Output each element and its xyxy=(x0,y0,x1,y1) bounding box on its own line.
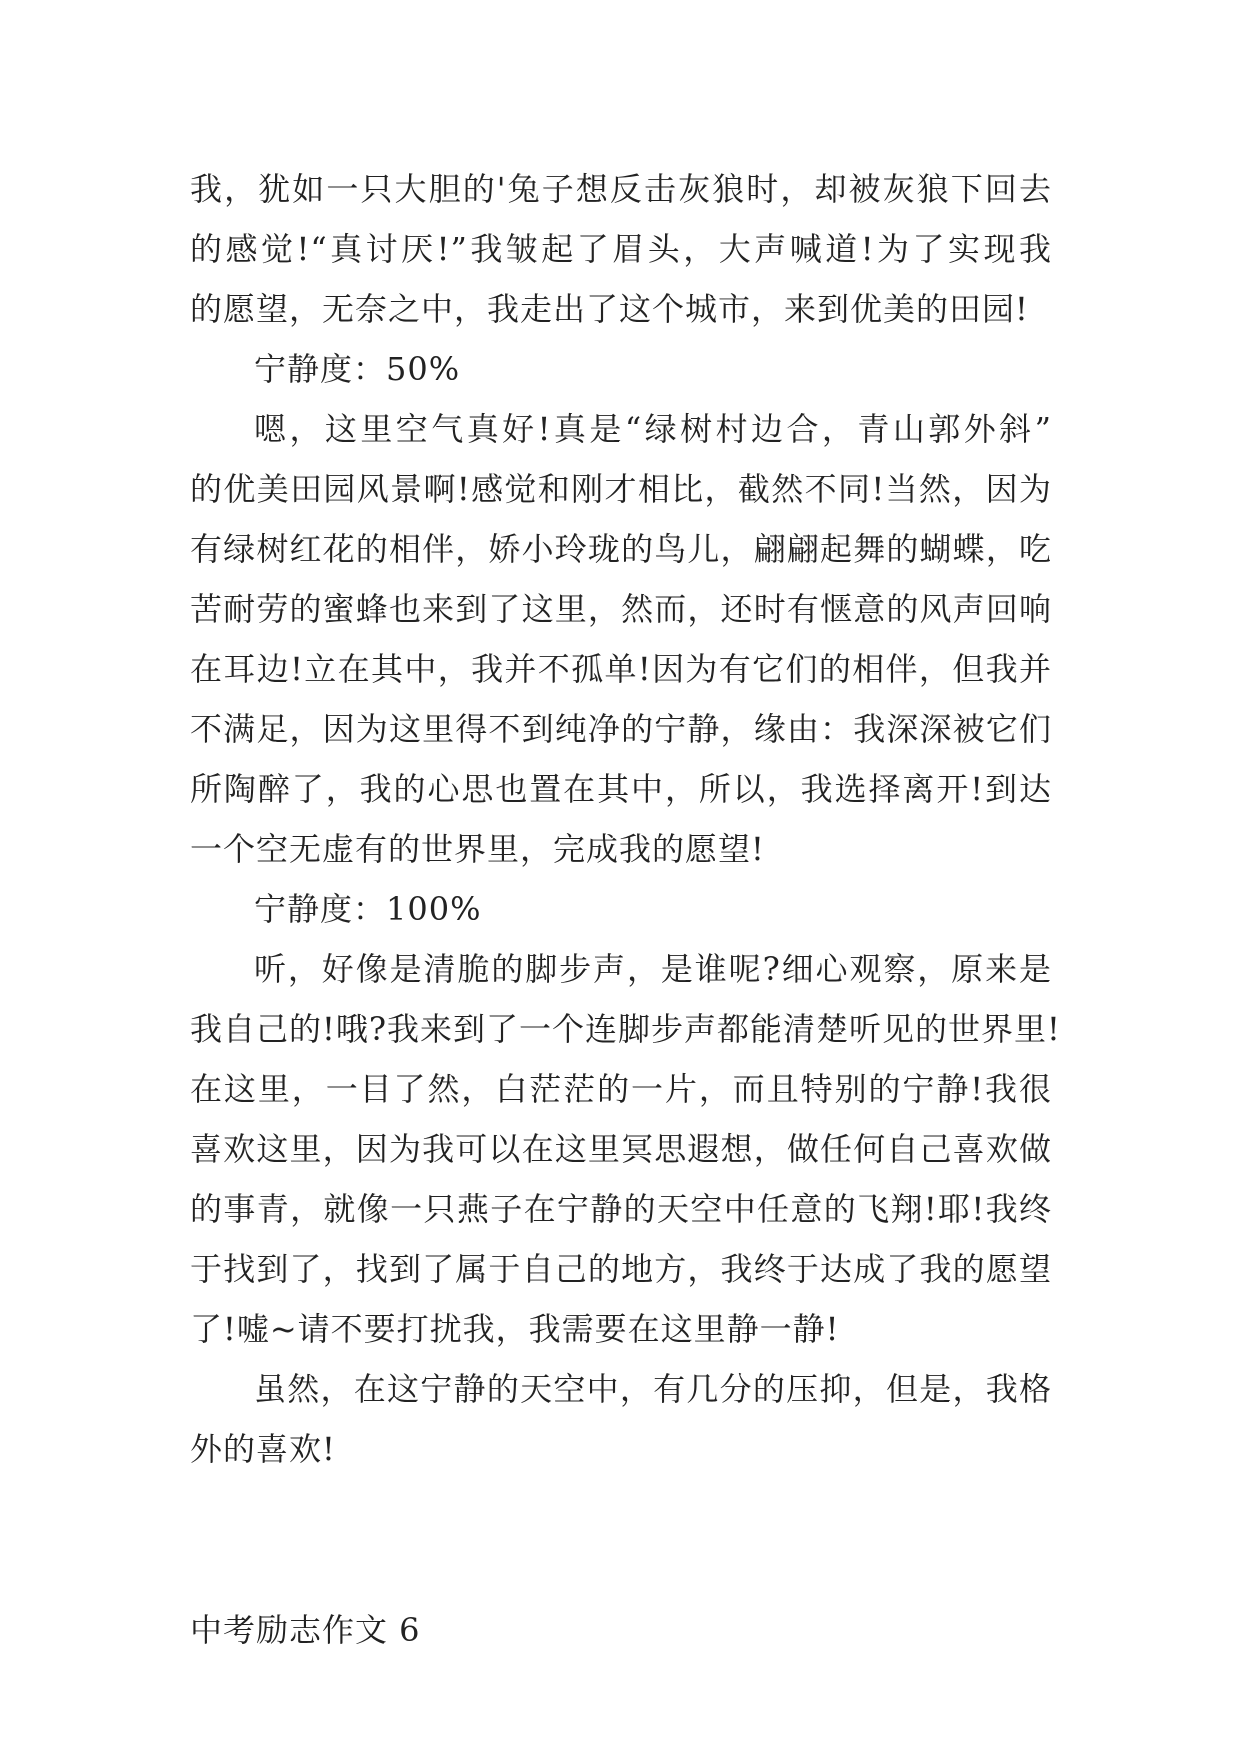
paragraph xyxy=(190,1359,1052,1479)
text-line: 外的喜欢! xyxy=(190,1430,336,1468)
text-line: 虽然，在这宁静的天空中，有几分的压抑，但是，我格 xyxy=(254,1370,1052,1408)
text-line: 的感觉!“真讨厌!”我皱起了眉头，大声喊道!为了实现我 xyxy=(190,230,1052,268)
text-line: 苦耐劳的蜜蜂也来到了这里，然而，还时有惬意的风声回响 xyxy=(190,590,1052,628)
section-spacer xyxy=(190,1479,1052,1600)
paragraph xyxy=(190,939,1061,1359)
text-line: 嗯，这里空气真好!真是“绿树村边合，青山郭外斜” xyxy=(254,410,1052,448)
text-line: 听，好像是清脆的脚步声，是谁呢?细心观察，原来是 xyxy=(254,950,1052,988)
text-line: 所陶醉了，我的心思也置在其中，所以，我选择离开!到达 xyxy=(190,770,1052,808)
text-line: 的优美田园风景啊!感觉和刚才相比，截然不同!当然，因为 xyxy=(190,470,1052,508)
text-line: 了!嘘~请不要打扰我，我需要在这里静一静! xyxy=(190,1310,840,1348)
text-line: 于找到了，找到了属于自己的地方，我终于达成了我的愿望 xyxy=(190,1250,1052,1288)
text-line: 有绿树红花的相伴，娇小玲珑的鸟儿，翩翩起舞的蝴蝶，吃 xyxy=(190,530,1052,568)
text-line: 我，犹如一只大胆的'兔子想反击灰狼时，却被灰狼下回去 xyxy=(190,170,1052,208)
text-line: 一个空无虚有的世界里，完成我的愿望! xyxy=(190,830,765,868)
tranquility-label-100: 宁静度：100% xyxy=(254,890,482,928)
paragraph xyxy=(190,159,1052,339)
tranquility-label-50: 宁静度：50% xyxy=(254,350,461,388)
text-line: 我自己的!哦?我来到了一个连脚步声都能清楚听见的世界里! xyxy=(190,1010,1061,1048)
text-line: 不满足，因为这里得不到纯净的宁静，缘由：我深深被它们 xyxy=(190,710,1052,748)
text-line: 在这里，一目了然，白茫茫的一片，而且特别的宁静!我很 xyxy=(190,1070,1052,1108)
text-line: 喜欢这里，因为我可以在这里冥思遐想，做任何自己喜欢做 xyxy=(190,1130,1052,1168)
text-line: 的愿望，无奈之中，我走出了这个城市，来到优美的田园! xyxy=(190,290,1029,328)
text-line: 在耳边!立在其中，我并不孤单!因为有它们的相伴，但我并 xyxy=(190,650,1052,688)
paragraph xyxy=(190,399,1052,879)
text-line: 的事青，就像一只燕子在宁静的天空中任意的飞翔!耶!我终 xyxy=(190,1190,1052,1228)
section-heading: 中考励志作文 6 xyxy=(190,1611,421,1649)
essay-body xyxy=(190,159,1061,1660)
